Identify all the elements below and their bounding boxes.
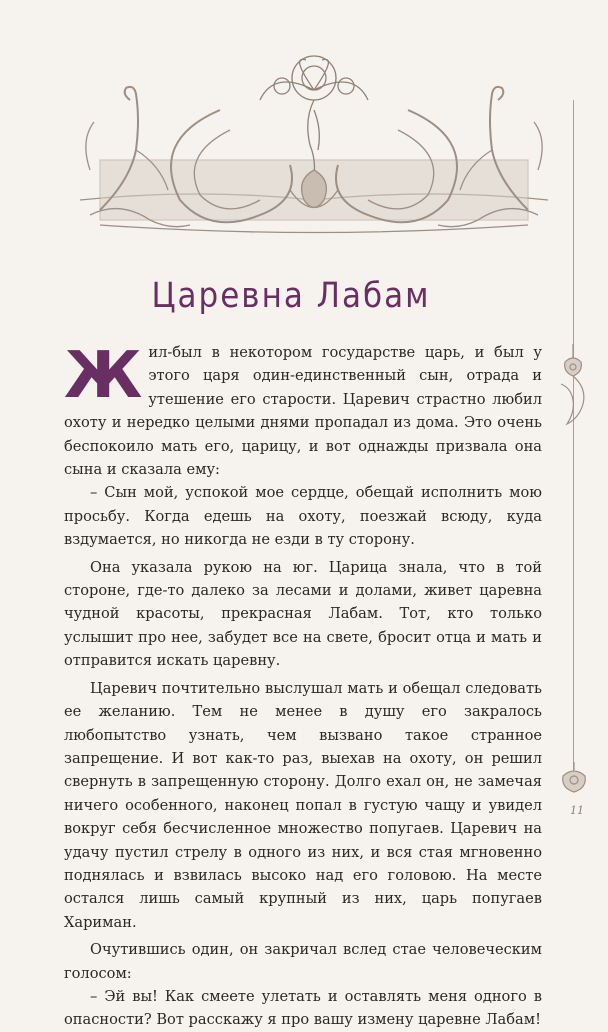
paragraph-1-text: ил-был в некотором государстве царь, и был у этого царя один-единственный сын, отрада и утешение его старости. Царевич страстно любил охоту и нередко целыми днями пропадал из дома. Это очень беспокоило мать его, царицу, и вот однажды призвала она сына и сказала ему: — [64, 344, 542, 479]
page-number: 11 — [570, 804, 584, 817]
paisley-ornament-side — [553, 340, 593, 430]
paragraph-2: – Сын мой, успокой мое сердце, обещай исполнить мою просьбу. Когда едешь на охоту, поезжай всюду, куда вздумается, но никогда не езди в ту сторону. — [64, 484, 542, 549]
paragraph-5: Очутившись один, он закричал вслед стае человеческим голосом: — [64, 941, 542, 982]
paragraph-1 — [64, 341, 542, 481]
paragraph-6: – Эй вы! Как смеете улетать и оставлять меня одного в опасности? Вот расскажу я про вашу измену царевне Лабам! — [64, 987, 542, 1029]
story-title: Царевна Лабам — [151, 275, 431, 317]
flower-ornament-bottom — [557, 760, 591, 796]
margin-rule — [573, 100, 574, 790]
peacock-ornament-header — [60, 50, 568, 250]
paragraph-4: Царевич почтительно выслушал мать и обещал следовать ее желанию. Тем не менее в душу его закралось любопытство узнать, чем вызвано такое странное запрещение. И вот как-то раз, выехав на охоту, он решил свернуть в запрещенную сторону. Долго ехал он, не замечая ничего особенного, наконец попал в густую чащу и увидел вокруг себя бесчисленное множество попугаев. Царевич на удачу пустил стрелу в одного из них, и вся стая мгновенно поднялась и взвилась высоко над его головою. На месте остался лишь самый крупный из них, царь попугаев Хариман. — [64, 679, 542, 931]
paragraph-3: Она указала рукою на юг. Царица знала, что в той стороне, где-то далеко за лесами и долами, живет царевна чудной красоты, прекрасная Лабам. Тот, кто только услышит про нее, забудет все на свете, бросит отца и мать и отправится искать царевну. — [64, 558, 542, 670]
drop-cap: Ж — [64, 339, 143, 413]
story-body — [64, 341, 542, 1032]
